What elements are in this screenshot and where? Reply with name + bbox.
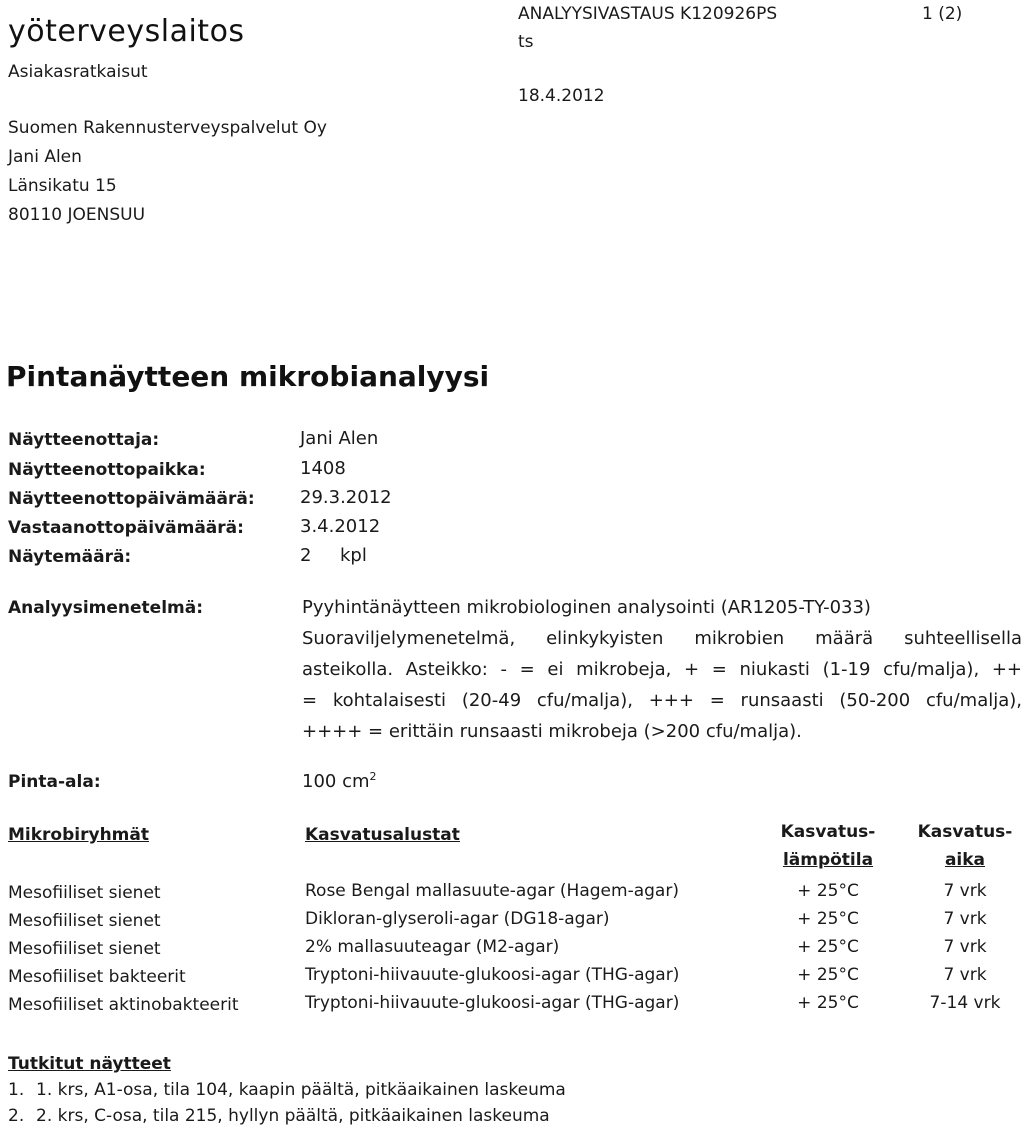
sampling-site-value: 1408 [300, 458, 346, 479]
document-date: 18.4.2012 [518, 86, 605, 106]
method-line: ++++ = erittäin runsaasti mikrobeja (>200 cfu/malja). [302, 721, 802, 742]
row-temp: + 25°C [797, 937, 859, 957]
recipient-city: 80110 JOENSUU [8, 205, 146, 225]
row-group: Mesofiiliset sienet [8, 911, 161, 931]
row-time: 7 vrk [943, 881, 987, 901]
method-line: asteikolla. Asteikko: - = ei mikrobeja, + = niukasti (1-19 cfu/malja), ++ [302, 659, 1022, 680]
sample-description: 1. krs, A1-osa, tila 104, kaapin päältä, pitkäaikainen laskeuma [36, 1080, 566, 1100]
column-header-group: Mikrobiryhmät [8, 825, 149, 845]
row-temp: + 25°C [797, 993, 859, 1013]
method-label: Analyysimenetelmä: [8, 598, 204, 618]
recipient-company: Suomen Rakennusterveyspalvelut Oy [8, 118, 327, 138]
header-subtitle: Asiakasratkaisut [8, 62, 148, 82]
column-header-medium: Kasvatusalustat [305, 825, 460, 845]
received-date-value: 3.4.2012 [300, 516, 381, 537]
row-medium: Tryptoni-hiivauute-glukoosi-agar (THG-agar) [305, 993, 680, 1013]
row-temp: + 25°C [797, 881, 859, 901]
author-initials: ts [518, 32, 534, 52]
column-header-temp-line2: lämpötila [782, 850, 874, 870]
column-header-temp-line1: Kasvatus- [780, 822, 876, 842]
organization-logo-text: yöterveyslaitos [8, 14, 245, 49]
column-header-time-line2: aika [944, 850, 986, 870]
report-title: Pintanäytteen mikrobianalyysi [6, 360, 490, 393]
row-time: 7 vrk [943, 937, 987, 957]
row-medium: Dikloran-glyseroli-agar (DG18-agar) [305, 909, 610, 929]
samples-heading: Tutkitut näytteet [8, 1054, 171, 1074]
sample-number: 1. [8, 1080, 25, 1100]
area-exponent: 2 [369, 770, 377, 783]
sampling-date-value: 29.3.2012 [300, 487, 392, 508]
row-group: Mesofiiliset sienet [8, 883, 161, 903]
sample-count-value: 2 [300, 545, 312, 566]
document-type: ANALYYSIVASTAUS K120926PS [518, 4, 778, 24]
row-medium: Tryptoni-hiivauute-glukoosi-agar (THG-agar) [305, 965, 680, 985]
sampling-date-label: Näytteenottopäivämäärä: [8, 489, 255, 509]
row-time: 7-14 vrk [929, 993, 1001, 1013]
method-description [302, 592, 1022, 747]
received-date-label: Vastaanottopäivämäärä: [8, 518, 244, 538]
area-label: Pinta-ala: [8, 772, 101, 792]
area-value [302, 770, 377, 792]
page-number: 1 (2) [922, 4, 963, 24]
row-group: Mesofiiliset sienet [8, 939, 161, 959]
row-medium: Rose Bengal mallasuute-agar (Hagem-agar) [305, 881, 679, 901]
row-group: Mesofiiliset bakteerit [8, 967, 186, 987]
row-temp: + 25°C [797, 909, 859, 929]
area-value-text: 100 cm [302, 771, 370, 792]
row-temp: + 25°C [797, 965, 859, 985]
row-group: Mesofiiliset aktinobakteerit [8, 995, 239, 1015]
row-time: 7 vrk [943, 965, 987, 985]
row-time: 7 vrk [943, 909, 987, 929]
sampler-label: Näytteenottaja: [8, 430, 160, 450]
sample-count-unit: kpl [340, 545, 367, 566]
recipient-name: Jani Alen [8, 147, 82, 167]
method-line: Pyyhintänäytteen mikrobiologinen analysointi (AR1205-TY-033) [302, 597, 871, 618]
method-line: Suoraviljelymenetelmä, elinkykyisten mikrobien määrä suhteellisella [302, 628, 1022, 649]
sampling-site-label: Näytteenottopaikka: [8, 460, 206, 480]
sample-number: 2. [8, 1106, 25, 1126]
method-line: = kohtalaisesti (20-49 cfu/malja), +++ = runsaasti (50-200 cfu/malja), [302, 690, 1022, 711]
row-medium: 2% mallasuuteagar (M2-agar) [305, 937, 560, 957]
sample-count-label: Näytemäärä: [8, 547, 132, 567]
sampler-value: Jani Alen [300, 428, 379, 449]
sample-description: 2. krs, C-osa, tila 215, hyllyn päältä, pitkäaikainen laskeuma [36, 1106, 550, 1126]
recipient-street: Länsikatu 15 [8, 176, 117, 196]
column-header-time-line1: Kasvatus- [917, 822, 1013, 842]
